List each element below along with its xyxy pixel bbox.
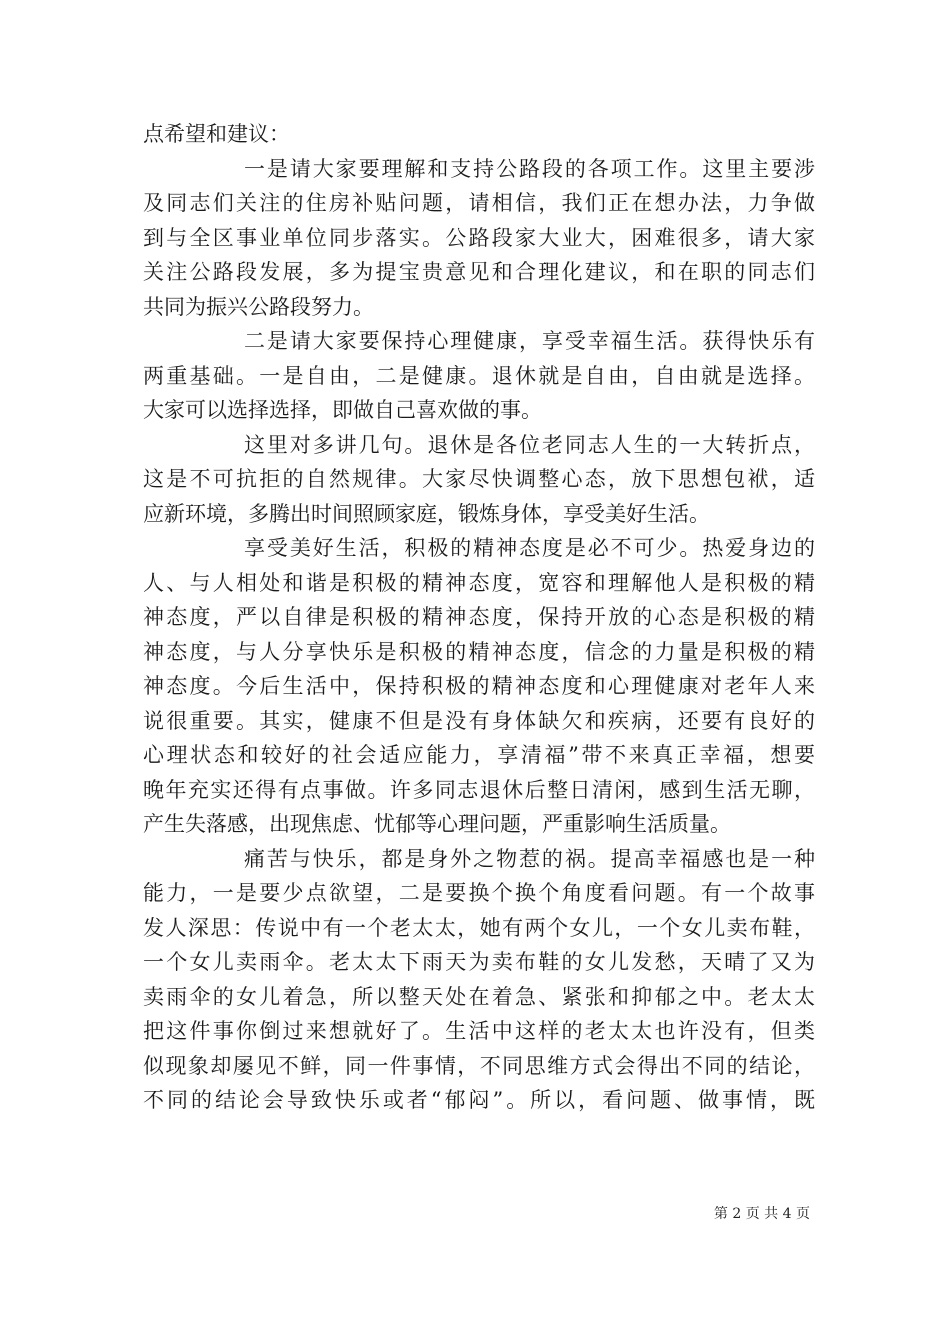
text-line: 神态度，严以自律是积极的精神态度，保持开放的心态是积极的精 [143,605,815,629]
text-line: 神态度，与人分享快乐是积极的精神态度，信念的力量是积极的精 [143,639,815,664]
text-line: 点希望和建议： [143,122,290,146]
text-line: 大家可以选择选择，即做自己喜欢做的事。 [143,398,542,422]
text-line: 神态度。今后生活中，保持积极的精神态度和心理健康对老年人来 [143,674,815,698]
text-line: 人、与人相处和谐是积极的精神态度，宽容和理解他人是积极的精 [143,570,815,595]
text-line: 似现象却屡见不鲜，同一件事情，不同思维方式会得出不同的结论， [143,1053,815,1078]
text-line: 二是请大家要保持心理健康，享受幸福生活。获得快乐有 [244,329,815,353]
text-line: 到与全区事业单位同步落实。公路段家大业大，困难很多，请大家 [143,225,815,250]
text-line: 卖雨伞的女儿着急，所以整天处在着急、紧张和抑郁之中。老太太 [143,984,815,1009]
text-line: 痛苦与快乐，都是身外之物惹的祸。提高幸福感也是一种 [244,846,815,871]
text-line: 能力，一是要少点欲望，二是要换个换个角度看问题。有一个故事 [143,881,815,905]
text-line: 这里对多讲几句。退休是各位老同志人生的一大转折点， [244,432,815,457]
text-line: 心理状态和较好的社会适应能力，享清福”带不来真正幸福，想要 [143,743,815,767]
text-line: 晚年充实还得有点事做。许多同志退休后整日清闲，感到生活无聊， [143,777,815,802]
text-line: 及同志们关注的住房补贴问题，请相信，我们正在想办法，力争做 [143,191,815,215]
text-line: 产生失落感，出现焦虑、忧郁等心理问题，严重影响生活质量。 [143,812,731,836]
text-line: 一个女儿卖雨伞。老太太下雨天为卖布鞋的女儿发愁，天晴了又为 [143,950,815,974]
text-line: 这是不可抗拒的自然规律。大家尽快调整心态，放下思想包袱，适 [143,467,815,491]
text-line: 把这件事你倒过来想就好了。生活中这样的老太太也许没有，但类 [143,1019,815,1043]
text-line: 关注公路段发展，多为提宝贵意见和合理化建议，和在职的同志们 [143,260,815,284]
text-line: 说很重要。其实，健康不但是没有身体缺欠和疾病，还要有良好的 [143,708,815,733]
text-line: 不同的结论会导致快乐或者“郁闷”。所以，看问题、做事情，既 [143,1088,815,1112]
text-line: 两重基础。一是自由，二是健康。退休就是自由，自由就是选择。 [143,363,815,388]
text-line: 共同为振兴公路段努力。 [143,294,374,319]
page-number-footer: 第 2 页 共 4 页 [713,1206,810,1222]
text-line: 一是请大家要理解和支持公路段的各项工作。这里主要涉 [244,156,815,181]
text-line: 享受美好生活，积极的精神态度是必不可少。热爱身边的 [244,536,815,560]
text-line: 应新环境，多腾出时间照顾家庭，锻炼身体，享受美好生活。 [143,501,710,526]
text-line: 发人深思：传说中有一个老太太，她有两个女儿，一个女儿卖布鞋， [143,915,815,940]
body-text [143,117,815,1118]
